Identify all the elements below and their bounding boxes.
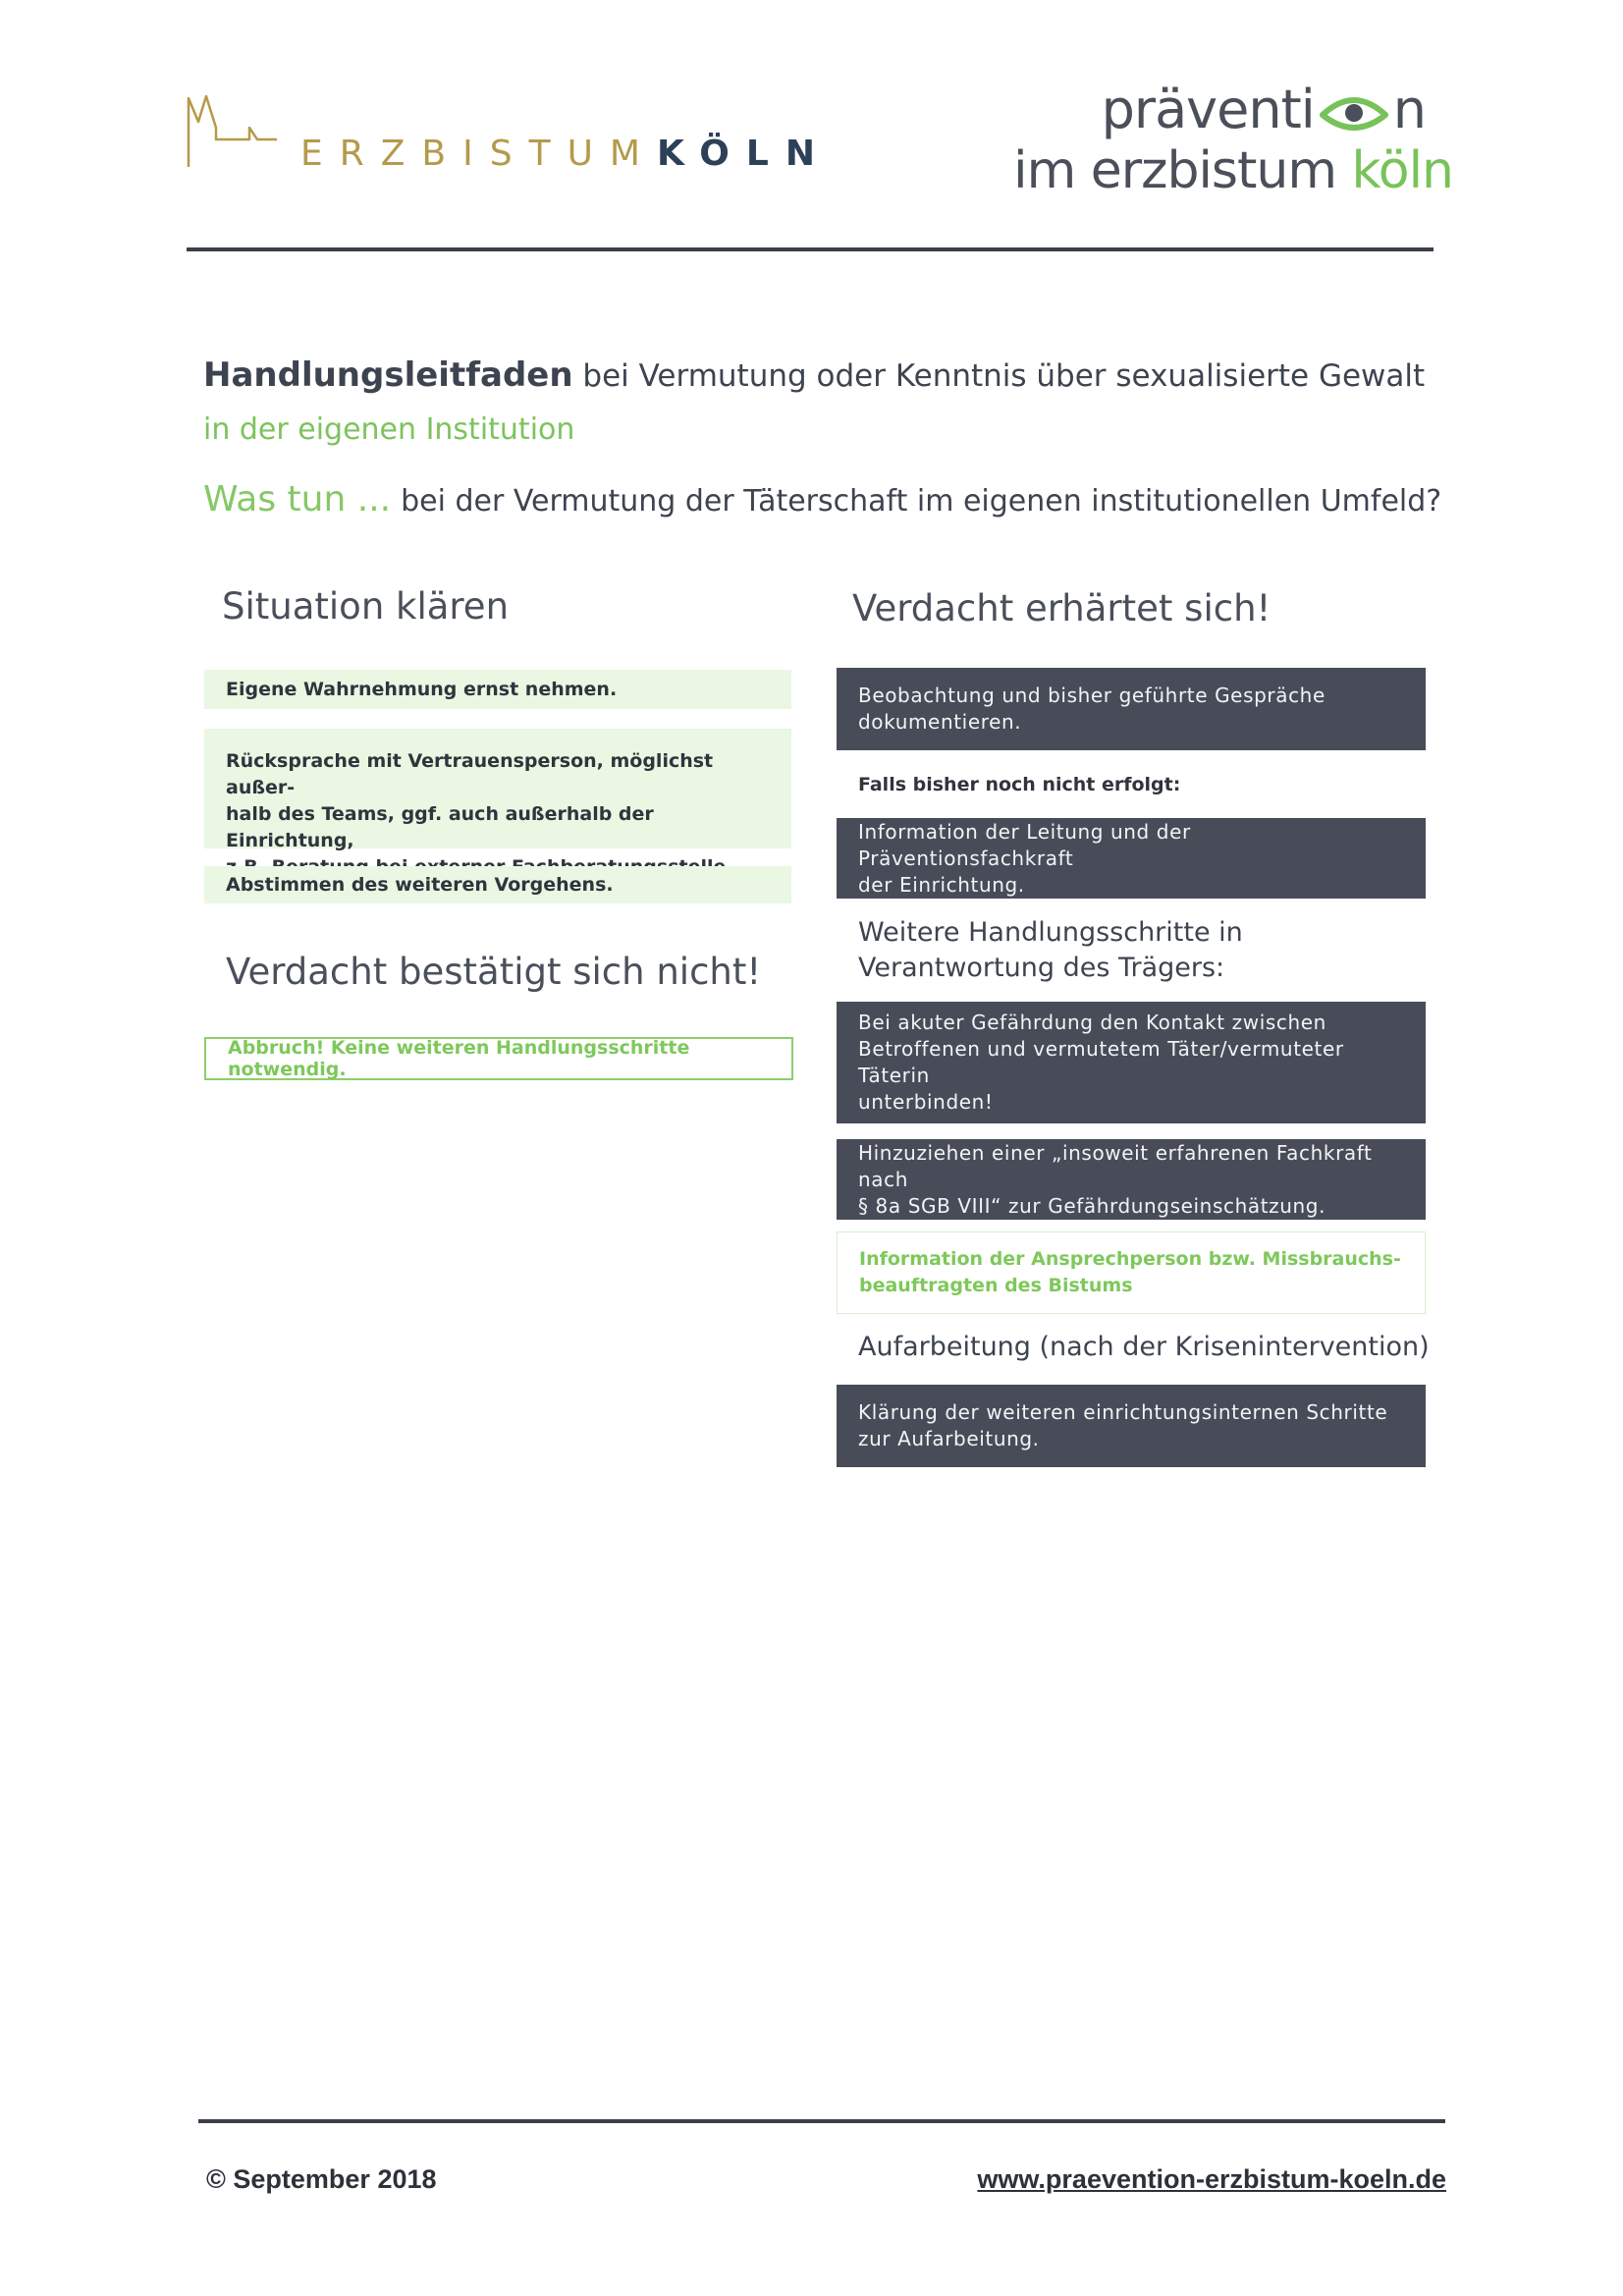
logo-word-koeln: KÖLN: [657, 134, 832, 174]
box-information-leitung-line: der Einrichtung.: [858, 872, 1025, 897]
cathedral-icon: [185, 88, 293, 177]
box-dokumentieren: [837, 668, 1426, 750]
box-kontakt-line: Betroffenen und vermutetem Täter/vermuteter Täterin: [858, 1037, 1344, 1087]
heading-verdacht-erhaertet: Verdacht erhärtet sich!: [852, 587, 1271, 629]
stop-box: [204, 1037, 793, 1080]
page-subtitle: in der eigenen Institution: [203, 412, 575, 447]
box-aufarbeitung-line: zur Aufarbeitung.: [858, 1427, 1040, 1450]
logo-text-praeventi: präventi: [1101, 79, 1315, 140]
subheading-aufarbeitung: Aufarbeitung (nach der Krisenintervention): [858, 1332, 1430, 1362]
box-information-leitung: [837, 818, 1426, 899]
logo-line-erzbistum-koeln: [1013, 141, 1453, 200]
logo-text-n: n: [1392, 79, 1426, 140]
step-wahrnehmung: [204, 670, 791, 709]
logo-text-im-erzbistum: im erzbistum: [1013, 141, 1352, 200]
praevention-logo: [1013, 69, 1453, 206]
subheading-weitere-schritte: [858, 915, 1243, 986]
box-kontakt-line: Bei akuter Gefährdung den Kontakt zwischen: [858, 1011, 1326, 1034]
box-aufarbeitung: [837, 1385, 1426, 1467]
box-information-leitung-line: Information der Leitung und der Präventionsfachkraft: [858, 819, 1191, 870]
box-fachkraft: [837, 1139, 1426, 1220]
stop-text: Abbruch! Keine weiteren Handlungsschritte notwendig.: [228, 1037, 690, 1080]
logo-wordmark: [300, 134, 832, 174]
logo-text-koeln: köln: [1351, 141, 1453, 200]
question-lead: Was tun ...: [203, 479, 392, 519]
box-kontakt-unterbinden: [837, 1002, 1426, 1123]
box-ansprechperson: [837, 1231, 1426, 1314]
footer-copyright: © September 2018: [206, 2164, 437, 2194]
logo-word-erzbistum: ERZBISTUM: [300, 134, 657, 174]
box-dokumentieren-line: dokumentieren.: [858, 710, 1022, 734]
title-strong: Handlungsleitfaden: [203, 355, 573, 395]
heading-verdacht-nicht: Verdacht bestätigt sich nicht!: [226, 951, 762, 993]
footer-website-link[interactable]: www.praevention-erzbistum-koeln.de: [977, 2164, 1446, 2194]
erzbistum-koeln-logo: [185, 88, 833, 177]
box-kontakt-line: unterbinden!: [858, 1090, 994, 1114]
step-wahrnehmung-text: Eigene Wahrnehmung ernst nehmen.: [226, 678, 618, 700]
footer-divider: [198, 2119, 1445, 2123]
question-line: [203, 479, 1441, 519]
page-title: [203, 355, 1480, 395]
eye-icon: [1317, 91, 1391, 135]
step-ruecksprache-line: halb des Teams, ggf. auch außerhalb der Einrichtung,: [226, 803, 654, 851]
title-rest: bei Vermutung oder Kenntnis über sexualisierte Gewalt: [582, 358, 1426, 394]
header-divider: [187, 247, 1434, 251]
note-falls-nicht-erfolgt: Falls bisher noch nicht erfolgt:: [858, 774, 1181, 795]
step-abstimmen: [204, 866, 791, 903]
box-ansprechperson-line: beauftragten des Bistums: [859, 1275, 1133, 1296]
box-fachkraft-line: Hinzuziehen einer „insoweit erfahrenen Fachkraft nach: [858, 1140, 1373, 1191]
box-fachkraft-line: § 8a SGB VIII“ zur Gefährdungseinschätzung.: [858, 1193, 1326, 1218]
step-ruecksprache-line: Rücksprache mit Vertrauensperson, möglichst außer-: [226, 750, 714, 798]
step-ruecksprache: [204, 729, 791, 851]
subheading-line: Weitere Handlungsschritte in: [858, 917, 1243, 948]
heading-situation-klaeren: Situation klären: [222, 585, 510, 628]
logo-line-praevention: [1102, 79, 1426, 140]
step-abstimmen-text: Abstimmen des weiteren Vorgehens.: [226, 873, 614, 896]
subheading-line: Verantwortung des Trägers:: [858, 953, 1225, 983]
box-ansprechperson-line: Information der Ansprechperson bzw. Missbrauchs-: [859, 1248, 1401, 1270]
box-aufarbeitung-line: Klärung der weiteren einrichtungsinternen Schritte: [858, 1400, 1388, 1424]
box-dokumentieren-line: Beobachtung und bisher geführte Gespräche: [858, 683, 1325, 707]
question-rest: bei der Vermutung der Täterschaft im eigenen institutionellen Umfeld?: [401, 484, 1442, 519]
